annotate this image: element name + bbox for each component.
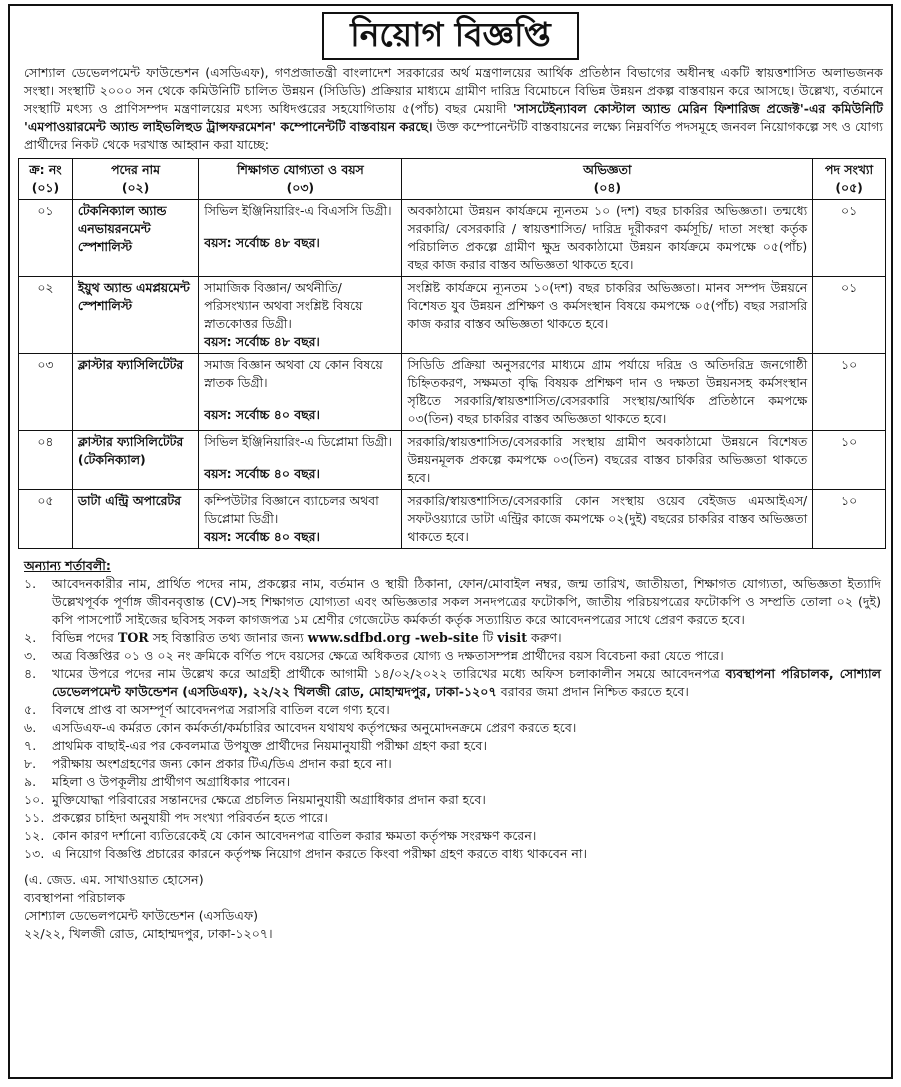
condition-text-part: টি	[478, 630, 498, 645]
condition-item	[24, 647, 881, 665]
submission-address: ব্যবস্থাপনা পরিচালক, সোশ্যাল ডেভেলপমেন্ট ফাউন্ডেশন (এসডিএফ), ২২/২২ খিলজী রোড, মোহাম্মদপুর, ঢাকা-১২০৭	[52, 666, 881, 699]
condition-text-part: বিভিন্ন পদের	[52, 630, 118, 645]
cell-qualification	[199, 354, 402, 431]
cell-serial: ০৪	[19, 431, 73, 490]
header-num: (০৪)	[593, 180, 622, 195]
condition-number: ৭.	[24, 738, 37, 753]
cell-post: ক্লাস্টার ফ্যাসিলিটেটর (টেকনিক্যাল)	[72, 431, 198, 490]
condition-item	[24, 629, 881, 647]
signature-block	[10, 863, 891, 943]
condition-number: ৮.	[24, 756, 37, 771]
title-wrap	[10, 12, 891, 58]
age-limit: বয়স: সর্বোচ্চ ৪০ বছর।	[204, 466, 320, 481]
qualification-text: সমাজ বিজ্ঞান অথবা যে কোন বিষয়ে স্নাতক ডিগ্রী।	[204, 357, 383, 390]
header-qualification	[199, 159, 402, 200]
signatory-address: ২২/২২, খিলজী রোড, মোহাম্মদপুর, ঢাকা-১২০৭।	[24, 926, 273, 941]
header-experience	[402, 159, 813, 200]
condition-text: এ নিয়োগ বিজ্ঞপ্তি প্রচারের কারনে কর্তৃপক্ষ নিয়োগ প্রদান করতে কিংবা পরীক্ষা গ্রহণ করতে বাধ্য থাকবেন না।	[52, 846, 588, 861]
condition-text: বিলম্বে প্রাপ্ত বা অসম্পূর্ণ আবেদনপত্র সরাসরি বাতিল বলে গণ্য হবে।	[52, 702, 390, 717]
condition-text: এসডিএফ-এ কর্মরত কোন কর্মকর্তা/কর্মচারির আবেদন যথাযথ কর্তৃপক্ষের অনুমোদনক্রমে প্রেরণ করতে হবে।	[52, 720, 577, 735]
condition-number: ১১.	[24, 810, 45, 825]
qualification-text: কম্পিউটার বিজ্ঞানে ব্যাচেলর অথবা ডিপ্লোমা ডিগ্রী।	[204, 493, 379, 526]
condition-number: ২.	[24, 630, 37, 645]
cell-serial: ০৫	[19, 490, 73, 549]
header-num: (০১)	[31, 180, 60, 195]
table-row	[19, 200, 886, 277]
condition-item	[24, 755, 881, 773]
cell-qualification	[199, 490, 402, 549]
intro-paragraph	[10, 58, 891, 154]
table-row	[19, 490, 886, 549]
condition-text: অত্র বিজ্ঞপ্তির ০১ ও ০২ নং ক্রমিকে বর্ণিত পদে বয়সের ক্ষেত্রে অধিকতর যোগ্য ও দক্ষতাসম্পন্ন প্রার্থীদের বয়স বিবেচনা করা যেতে পারে।	[52, 648, 724, 663]
signatory-designation: ব্যবস্থাপনা পরিচালক	[24, 890, 126, 905]
header-count	[813, 159, 886, 200]
condition-item	[24, 575, 881, 629]
qualification-text: সিভিল ইঞ্জিনিয়ারিং-এ ডিপ্লোমা ডিগ্রী।	[204, 434, 392, 449]
conditions-title: অন্যান্য শর্তাবলী:	[24, 558, 111, 573]
intro-project-name: 'সাসটেইন্যাবল কোস্টাল অ্যান্ড মেরিন ফিশারিজ প্রজেক্ট'-এর কমিউনিটি 'এমপাওয়ারমেন্ট অ্যান্ড লাইভলিহুড ট্রান্সফরমেশন' কম্পোনেন্টটি বাস্তবায়ন করছে।	[24, 101, 883, 134]
job-table	[18, 158, 886, 549]
header-num: (০৫)	[835, 180, 863, 195]
age-limit: বয়স: সর্বোচ্চ ৪০ বছর।	[204, 407, 320, 422]
intro-text-1: সোশ্যাল ডেভেলপমেন্ট ফাউন্ডেশন (এসডিএফ), গণপ্রজাতন্ত্রী বাংলাদেশ সরকারের অর্থ মন্ত্রণালয়ের আর্থিক প্রতিষ্ঠান বিভাগের অধীনস্থ একটি স্বায়ত্তশাসিত অলাভজনক সংস্থা। সংস্থাটি ২০০০ সন থেকে কমিউনিটি চালিত উন্নয়ন (সিডিডি) প্রক্রিয়ার মাধ্যমে গ্রামীণ দারিদ্র বিমোচনে বিভিন্ন উন্নয়ন প্রকল্প বাস্তবায়ন করে আসছে। উল্লেখ্য, বর্তমানে সংস্থাটি মৎস্য ও প্রাণিসম্পদ মন্ত্রণালয়ের মৎস্য অধিদপ্তরের সহযোগিতায় ৫(পাঁচ) বছর মেয়াদী	[24, 65, 883, 116]
condition-text: প্রাথমিক বাছাই-এর পর কেবলমাত্র উপযুক্ত প্রার্থীদের নিয়মানুযায়ী পরীক্ষা গ্রহণ করা হবে।	[52, 738, 487, 753]
age-limit: বয়স: সর্বোচ্চ ৪৮ বছর।	[204, 334, 320, 349]
qualification-text: সামাজিক বিজ্ঞান/ অর্থনীতি/ পরিসংখ্যান অথবা সংশ্লিষ্ট বিষয়ে স্নাতকোত্তর ডিগ্রী।	[204, 280, 363, 331]
cell-experience: সিডিডি প্রক্রিয়া অনুসরণের মাধ্যমে গ্রাম পর্যায়ে দরিদ্র ও অতিদরিদ্র জনগোষ্ঠী চিহ্নিতকরণ, সক্ষমতা বৃদ্ধি বিষয়ক প্রশিক্ষণ দান ও দক্ষতা উন্নয়নসহ কর্মসংস্থান সৃষ্টিতে সরকারি/স্বায়ত্তশাসিত/বেসরকারি সংস্থায়/আর্থিক প্রতিষ্ঠানে কমপক্ষে ০৩(তিন) বছর চাকরির বাস্তব অভিজ্ঞতা থাকতে হবে।	[402, 354, 813, 431]
condition-text: প্রকল্পের চাহিদা অনুযায়ী পদ সংখ্যা পরিবর্তন হতে পারে।	[52, 810, 328, 825]
condition-text: আবেদনকারীর নাম, প্রার্থিত পদের নাম, প্রকল্পের নাম, বর্তমান ও স্থায়ী ঠিকানা, ফোন/মোবাইল নম্বর, জন্ম তারিখ, জাতীয়তা, শিক্ষাগত যোগ্যতা, অভিজ্ঞতা ইত্যাদি উল্লেখপূর্বক পূর্ণাঙ্গ জীবনবৃত্তান্ত (CV)-সহ শিক্ষাগত যোগ্যতা এবং অভিজ্ঞতার সকল সনদপত্রের ফটোকপি, জাতীয় পরিচয়পত্রের ফটোকপি ও সম্প্রতি তোলা ০২ (দুই) কপি পাসপোর্ট সাইজের ছবিসহ সকল কাগজপত্র ১ম শ্রেণীর গেজেটেড কর্মকর্তা কর্তৃক সত্যায়িত করে আবেদনপত্রের সাথে প্রেরণ করতে হবে।	[52, 576, 881, 627]
intro-text-2: উক্ত কম্পোনেন্টটি বাস্তবায়নের লক্ষ্যে নিম্নবর্ণিত পদসমূহে জনবল নিয়োগকল্পে সৎ ও যোগ্য প্রার্থীদের নিকট থেকে দরখাস্ত আহ্বান করা যাচ্ছে:	[24, 119, 883, 152]
website-link[interactable]: www.sdfbd.org -web-site	[307, 630, 479, 645]
cell-count: ০১	[813, 200, 886, 277]
condition-item	[24, 665, 881, 701]
header-post	[72, 159, 198, 200]
condition-item	[24, 845, 881, 863]
visit-label: visit	[497, 630, 528, 645]
condition-item	[24, 773, 881, 791]
table-header-row	[19, 159, 886, 200]
condition-text-part: খামের উপরে পদের নাম উল্লেখ করে আগ্রহী প্রার্থীকে আগামী ১৪/০২/২০২২ তারিখের মধ্যে অফিস চলাকালীন সময়ে আবেদনপত্র	[52, 666, 726, 681]
cell-serial: ০২	[19, 277, 73, 354]
condition-number: ৬.	[24, 720, 37, 735]
condition-number: ৩.	[24, 648, 37, 663]
signatory-name: (এ. জেড. এম. সাখাওয়াত হোসেন)	[24, 872, 204, 887]
cell-count: ১০	[813, 490, 886, 549]
cell-post: ইয়ুথ অ্যান্ড এমপ্লয়মেন্ট স্পেশালিস্ট	[72, 277, 198, 354]
condition-text: মুক্তিযোদ্ধা পরিবারের সন্তানদের ক্ষেত্রে প্রচলিত নিয়মানুযায়ী অগ্রাধিকার প্রদান করা হবে।	[52, 792, 486, 807]
cell-qualification	[199, 431, 402, 490]
condition-number: ৪.	[24, 666, 37, 681]
cell-qualification	[199, 277, 402, 354]
condition-number: ৯.	[24, 774, 37, 789]
cell-post: ডাটা এন্ট্রি অপারেটর	[72, 490, 198, 549]
condition-number: ১২.	[24, 828, 45, 843]
cell-serial: ০১	[19, 200, 73, 277]
condition-item	[24, 827, 881, 845]
condition-number: ১.	[24, 576, 37, 591]
cell-count: ১০	[813, 431, 886, 490]
condition-text-part: বরাবর জমা প্রদান নিশ্চিত করতে হবে।	[496, 684, 689, 699]
header-label: ক্র: নং	[29, 162, 62, 177]
header-num: (০২)	[121, 180, 150, 195]
tor-label: TOR	[117, 630, 149, 645]
cell-experience: অবকাঠামো উন্নয়ন কার্যক্রমে ন্যূনতম ১০ (দশ) বছর চাকরির অভিজ্ঞতা। তন্মধ্যে সরকারি/ বেসরকারি / স্বায়ত্তশাসিত/ দারিদ্র দূরীকরণ কর্মসূচি/ দাতা সংস্থা কর্তৃক পরিচালিত প্রকল্পে গ্রামীণ ক্ষুদ্র অবকাঠামো উন্নয়ন কার্যক্রমে কমপক্ষে ০৫(পাঁচ) বছর কাজ করার বাস্তব অভিজ্ঞতা থাকতে হবে।	[402, 200, 813, 277]
header-label: পদের নাম	[111, 162, 160, 177]
table-row	[19, 354, 886, 431]
condition-item	[24, 791, 881, 809]
cell-experience: সংশ্লিষ্ট কার্যক্রমে ন্যূনতম ১০(দশ) বছর চাকরির অভিজ্ঞতা। মানব সম্পদ উন্নয়নে বিশেষত যুব উন্নয়ন প্রশিক্ষণ ও কর্মসংস্থান বিষয়ে কমপক্ষে ০৫(পাঁচ) বছর সরাসরি কাজ করার বাস্তব অভিজ্ঞতা থাকতে হবে।	[402, 277, 813, 354]
table-row	[19, 277, 886, 354]
cell-post: টেকনিক্যাল অ্যান্ড এনভায়রনমেন্ট স্পেশালিস্ট	[72, 200, 198, 277]
cell-experience: সরকারি/স্বায়ত্তশাসিত/বেসরকারি কোন সংস্থায় ওয়েব বেইজড এমআইএস/সফটওয়্যারে ডাটা এন্ট্রির কাজে কমপক্ষে ০২(দুই) বছরের চাকরির বাস্তব অভিজ্ঞতা থাকতে হবে।	[402, 490, 813, 549]
condition-text-part: করুণ।	[527, 630, 562, 645]
cell-experience: সরকারি/স্বায়ত্তশাসিত/বেসরকারি সংস্থায় গ্রামীণ অবকাঠামো উন্নয়নে বিশেষত উন্নয়নমূলক প্রকল্পে কমপক্ষে ০৩(তিন) বছরের বাস্তব চাকরির অভিজ্ঞতা থাকতে হবে।	[402, 431, 813, 490]
condition-text-part: সহ বিস্তারিত তথ্য জানার জন্য	[148, 630, 308, 645]
condition-number: ৫.	[24, 702, 37, 717]
condition-item	[24, 737, 881, 755]
cell-qualification	[199, 200, 402, 277]
condition-text: কোন কারণ দর্শানো ব্যতিরেকেই যে কোন আবেদনপত্র বাতিল করার ক্ষমতা কর্তৃপক্ষ সংরক্ষণ করেন।	[52, 828, 537, 843]
condition-number: ১০.	[24, 792, 45, 807]
header-serial	[19, 159, 73, 200]
header-label: অভিজ্ঞতা	[583, 162, 632, 177]
condition-text	[52, 665, 881, 701]
signatory-organization: সোশ্যাল ডেভেলপমেন্ট ফাউন্ডেশন (এসডিএফ)	[24, 908, 259, 923]
cell-count: ০১	[813, 277, 886, 354]
condition-item	[24, 809, 881, 827]
cell-post: ক্লাস্টার ফ্যাসিলিটেটর	[72, 354, 198, 431]
condition-number: ১৩.	[24, 846, 45, 861]
condition-item	[24, 701, 881, 719]
header-label: শিক্ষাগত যোগ্যতা ও বয়স	[236, 162, 364, 177]
table-row	[19, 431, 886, 490]
condition-text: পরীক্ষায় অংশগ্রহণের জন্য কোন প্রকার টিএ/ডিএ প্রদান করা হবে না।	[52, 756, 392, 771]
condition-item	[24, 719, 881, 737]
conditions-section	[10, 549, 891, 863]
notice-title: নিয়োগ বিজ্ঞপ্তি	[322, 12, 578, 60]
condition-text	[52, 629, 881, 647]
qualification-text: সিভিল ইঞ্জিনিয়ারিং-এ বিএসসি ডিগ্রী।	[204, 203, 392, 218]
age-limit: বয়স: সর্বোচ্চ ৪৮ বছর।	[204, 235, 320, 250]
cell-serial: ০৩	[19, 354, 73, 431]
age-limit: বয়স: সর্বোচ্চ ৪০ বছর।	[204, 529, 320, 544]
condition-text: মহিলা ও উপকূলীয় প্রার্থীগণ অগ্রাধিকার পাবেন।	[52, 774, 291, 789]
notice-page	[8, 4, 893, 1079]
cell-count: ১০	[813, 354, 886, 431]
header-num: (০৩)	[286, 180, 315, 195]
header-label: পদ সংখ্যা	[825, 162, 874, 177]
